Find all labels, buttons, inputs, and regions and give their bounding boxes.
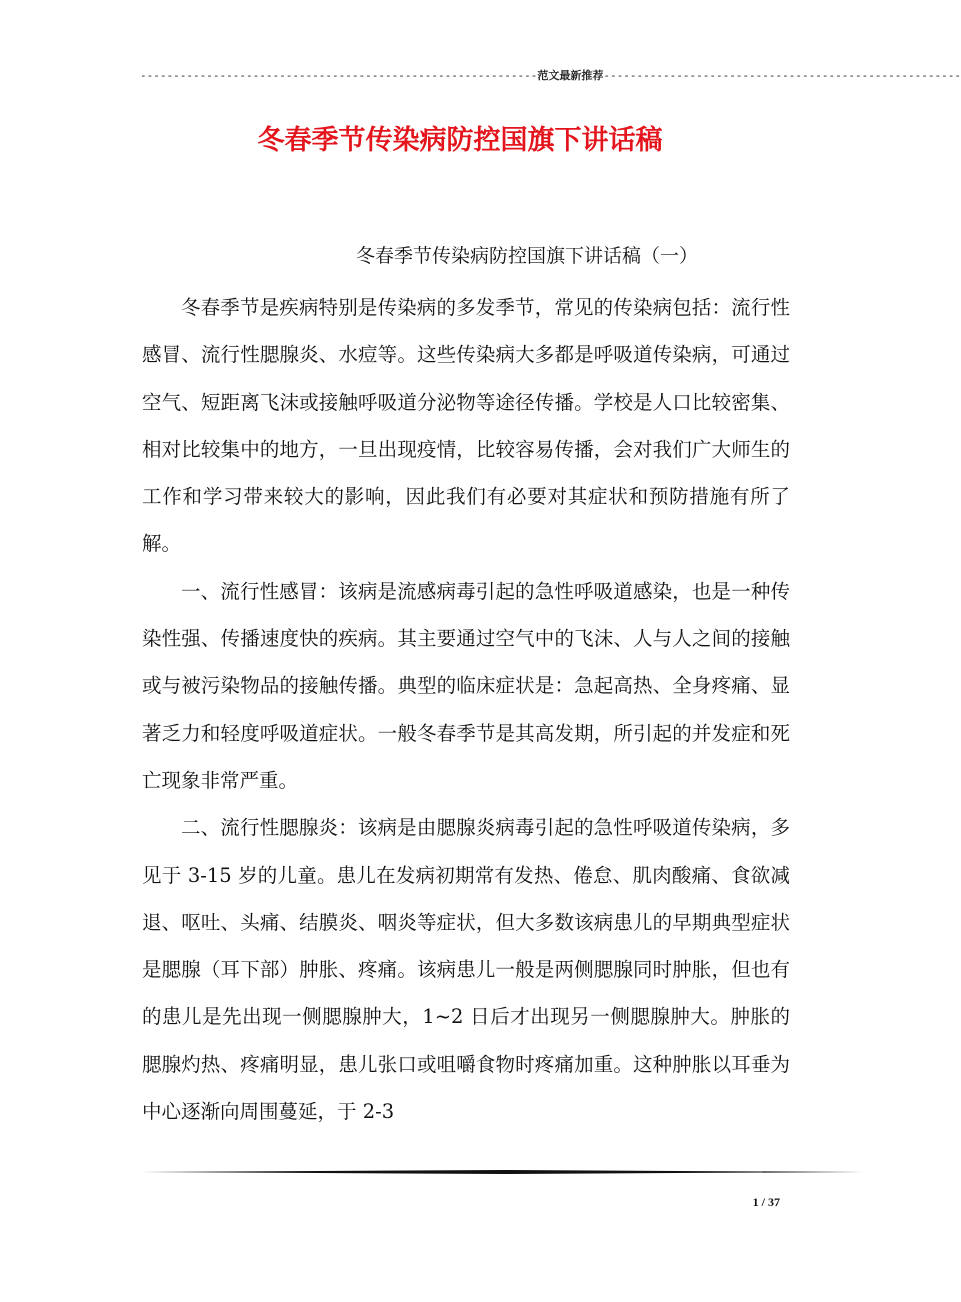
header-right-dashes: ------------------------------------------------------: [603, 69, 961, 82]
document-body: [142, 284, 790, 1135]
paragraph-influenza: 一、流行性感冒：该病是流感病毒引起的急性呼吸道感染，也是一种传染性强、传播速度快的疾病。其主要通过空气中的飞沫、人与人之间的接触或与被污染物品的接触传播。典型的临床症状是：急起高热、全身疼痛、显著乏力和轻度呼吸道症状。一般冬春季节是其高发期，所引起的并发症和死亡现象非常严重。: [142, 579, 790, 792]
footer-divider: [142, 1170, 864, 1174]
header-left-dashes: ------------------------------------------------------------: [140, 69, 538, 82]
header-label: 范文最新推荐: [537, 69, 604, 82]
paragraph-mumps: 二、流行性腮腺炎：该病是由腮腺炎病毒引起的急性呼吸道传染病，多见于 3-15 岁的儿童。患儿在发病初期常有发热、倦怠、肌肉酸痛、食欲减退、呕吐、头痛、结膜炎、咽炎等症状，但大多数该病患儿的早期典型症状是腮腺（耳下部）肿胀、疼痛。该病患儿一般是两侧腮腺同时肿胀，但也有的患儿是先出现一侧腮腺肿大，1~2 日后才出现另一侧腮腺肿大。肿胀的腮腺灼热、疼痛明显，患儿张口或咀嚼食物时疼痛加重。这种肿胀以耳垂为中心逐渐向周围蔓延，于 2-3: [142, 816, 790, 1124]
page-header: [140, 66, 961, 86]
document-title: 冬春季节传染病防控国旗下讲话稿: [257, 125, 663, 156]
section-subtitle: 冬春季节传染病防控国旗下讲话稿（一）: [356, 245, 699, 267]
paragraph-intro: 冬春季节是疾病特别是传染病的多发季节，常见的传染病包括：流行性感冒、流行性腮腺炎、水痘等。这些传染病大多都是呼吸道传染病，可通过空气、短距离飞沫或接触呼吸道分泌物等途径传播。学校是人口比较密集、相对比较集中的地方，一旦出现疫情，比较容易传播，会对我们广大师生的工作和学习带来较大的影响，因此我们有必要对其症状和预防措施有所了解。: [142, 296, 790, 556]
page-number: 1 / 37: [752, 1195, 780, 1209]
